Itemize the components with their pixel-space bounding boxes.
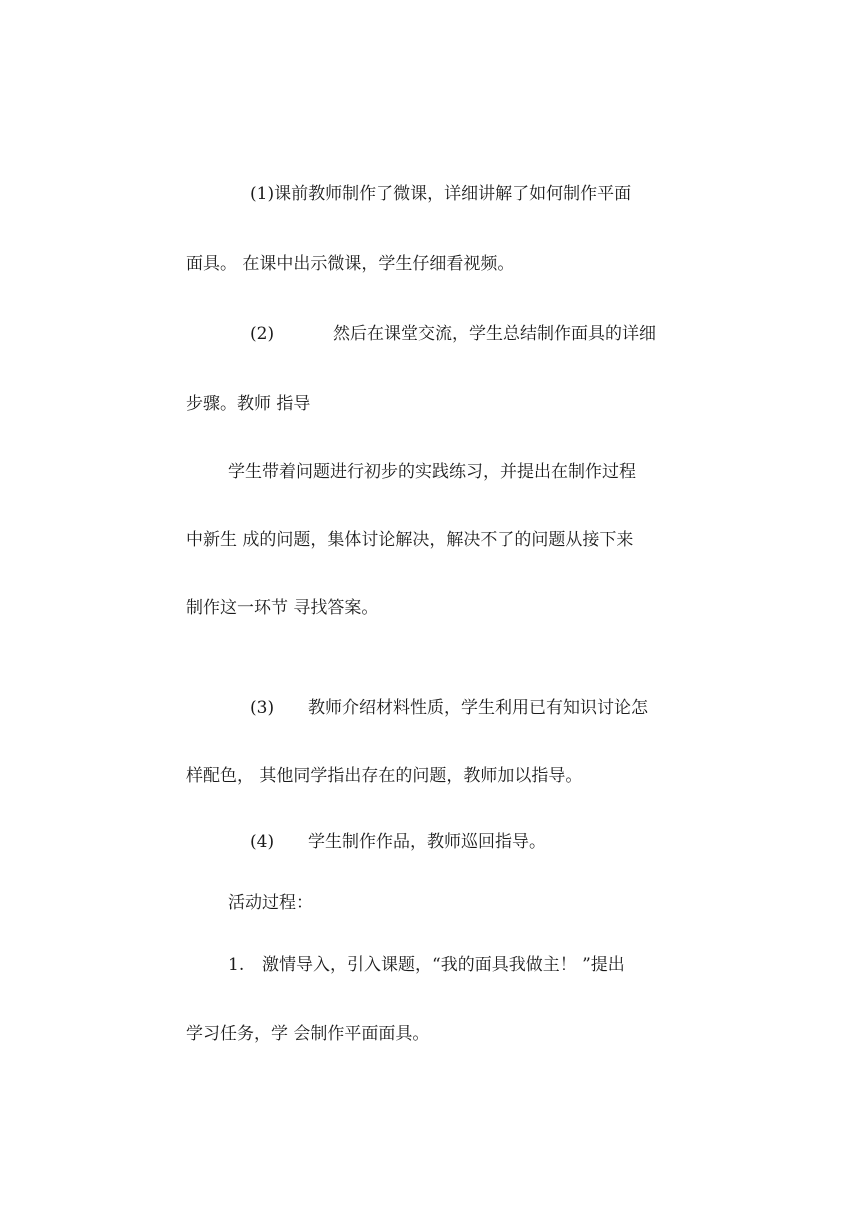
paragraph-4-line-2: 样配色， 其他同学指出存在的问题，教师加以指导。 bbox=[186, 766, 583, 786]
paragraph-7-line-2: 学习任务，学 会制作平面面具。 bbox=[186, 1024, 430, 1044]
paragraph-3-line-3: 制作这一环节 寻找答案。 bbox=[186, 598, 379, 618]
paragraph-5-text-1: 学生制作作品，教师巡回指导。 bbox=[308, 832, 546, 852]
section-heading: 活动过程： bbox=[228, 893, 313, 913]
paragraph-2-line-2: 步骤。教师 指导 bbox=[186, 394, 311, 414]
paragraph-3-line-2: 中新生 成的问题，集体讨论解决，解决不了的问题从接下来 bbox=[186, 530, 634, 550]
paragraph-3-line-1: 学生带着问题进行初步的实践练习，并提出在制作过程 bbox=[228, 462, 636, 482]
list-marker-4: (4) bbox=[250, 832, 275, 852]
paragraph-2-text-1: 然后在课堂交流，学生总结制作面具的详细 bbox=[333, 324, 656, 344]
paragraph-1-text-1: 课前教师制作了微课，详细讲解了如何制作平面 bbox=[274, 184, 632, 204]
list-marker-2: (2) bbox=[250, 324, 275, 344]
paragraph-4-text-1: 教师介绍材料性质，学生利用已有知识讨论怎 bbox=[308, 698, 648, 718]
paragraph-1-line-2: 面具。 在课中出示微课，学生仔细看视频。 bbox=[186, 254, 515, 274]
list-marker-3: (3) bbox=[250, 698, 275, 718]
list-marker-1: (1) bbox=[250, 184, 275, 204]
list-marker-numbered-1: 1. bbox=[228, 955, 245, 975]
paragraph-7-text-1: 激情导入，引入课题，“我的面具我做主！ ”提出 bbox=[262, 955, 625, 975]
paragraph-1-line-1 bbox=[250, 184, 631, 204]
